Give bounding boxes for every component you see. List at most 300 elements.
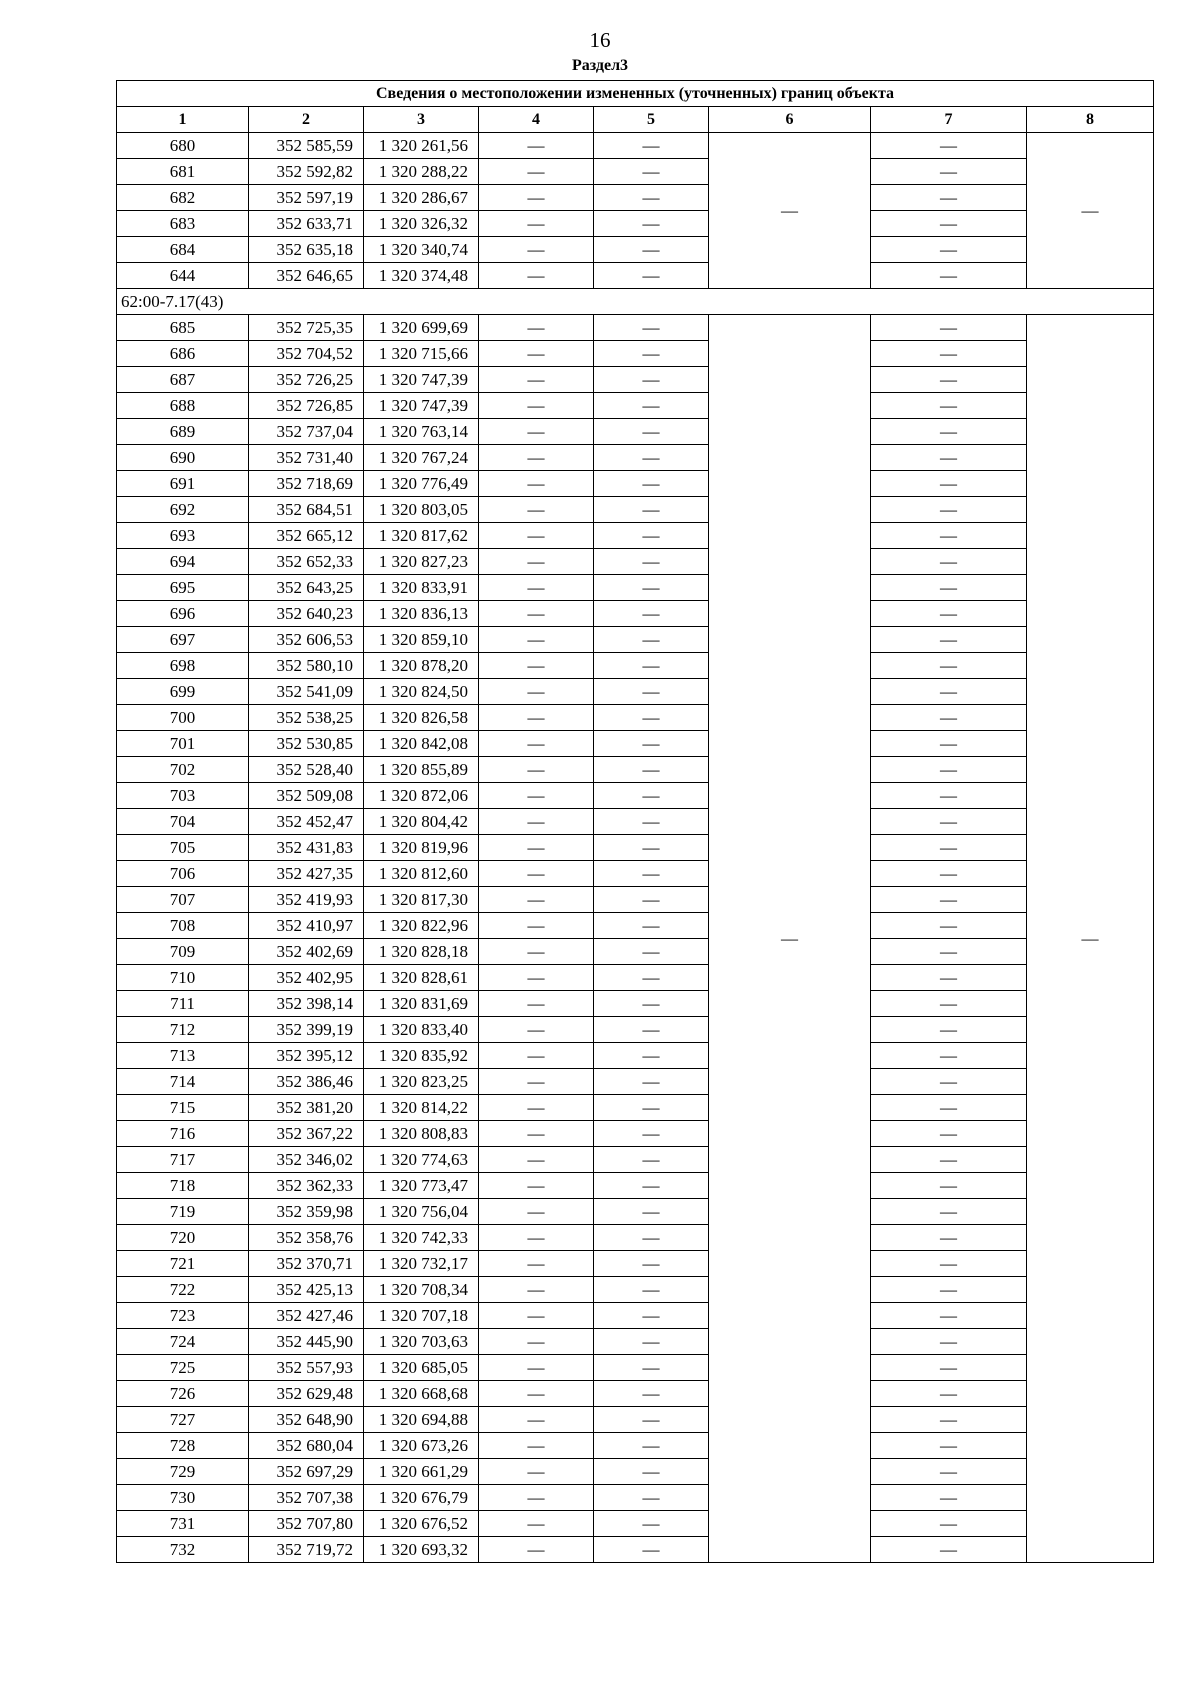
x-coordinate-cell: 352 731,40 (249, 445, 364, 471)
column-7-cell: — (871, 1199, 1027, 1225)
point-number-cell: 729 (117, 1459, 249, 1485)
column-4-cell: — (479, 1459, 594, 1485)
x-coordinate-cell: 352 346,02 (249, 1147, 364, 1173)
column-6-merged-cell: — (709, 133, 871, 289)
table-row (117, 705, 1154, 731)
column-4-cell: — (479, 1095, 594, 1121)
table-row (117, 1381, 1154, 1407)
column-5-cell: — (594, 211, 709, 237)
column-4-cell: — (479, 497, 594, 523)
column-7-cell: — (871, 263, 1027, 289)
point-number-cell: 716 (117, 1121, 249, 1147)
point-number-cell: 709 (117, 939, 249, 965)
table-row (117, 1537, 1154, 1563)
y-coordinate-cell: 1 320 715,66 (364, 341, 479, 367)
column-5-cell: — (594, 1095, 709, 1121)
y-coordinate-cell: 1 320 833,40 (364, 1017, 479, 1043)
column-5-cell: — (594, 575, 709, 601)
column-7-cell: — (871, 211, 1027, 237)
point-number-cell: 707 (117, 887, 249, 913)
column-7-cell: — (871, 237, 1027, 263)
column-4-cell: — (479, 1069, 594, 1095)
column-7-cell: — (871, 1485, 1027, 1511)
column-7-cell: — (871, 809, 1027, 835)
table-row (117, 1043, 1154, 1069)
column-7-cell: — (871, 549, 1027, 575)
column-4-cell: — (479, 575, 594, 601)
column-7-cell: — (871, 393, 1027, 419)
point-number-cell: 730 (117, 1485, 249, 1511)
table-row (117, 419, 1154, 445)
column-4-cell: — (479, 1355, 594, 1381)
column-4-cell: — (479, 1329, 594, 1355)
y-coordinate-cell: 1 320 326,32 (364, 211, 479, 237)
column-7-cell: — (871, 1303, 1027, 1329)
point-number-cell: 723 (117, 1303, 249, 1329)
table-row (117, 783, 1154, 809)
column-header: 7 (871, 107, 1027, 133)
y-coordinate-cell: 1 320 814,22 (364, 1095, 479, 1121)
table-row (117, 1459, 1154, 1485)
column-5-cell: — (594, 315, 709, 341)
column-7-cell: — (871, 1173, 1027, 1199)
y-coordinate-cell: 1 320 708,34 (364, 1277, 479, 1303)
point-number-cell: 698 (117, 653, 249, 679)
x-coordinate-cell: 352 707,38 (249, 1485, 364, 1511)
x-coordinate-cell: 352 719,72 (249, 1537, 364, 1563)
column-4-cell: — (479, 263, 594, 289)
column-5-cell: — (594, 1355, 709, 1381)
x-coordinate-cell: 352 718,69 (249, 471, 364, 497)
column-4-cell: — (479, 887, 594, 913)
column-5-cell: — (594, 237, 709, 263)
y-coordinate-cell: 1 320 288,22 (364, 159, 479, 185)
y-coordinate-cell: 1 320 699,69 (364, 315, 479, 341)
column-5-cell: — (594, 835, 709, 861)
column-7-cell: — (871, 341, 1027, 367)
column-7-cell: — (871, 627, 1027, 653)
column-4-cell: — (479, 939, 594, 965)
column-4-cell: — (479, 601, 594, 627)
column-4-cell: — (479, 1277, 594, 1303)
column-7-cell: — (871, 679, 1027, 705)
table-row (117, 341, 1154, 367)
y-coordinate-cell: 1 320 817,62 (364, 523, 479, 549)
table-row (117, 887, 1154, 913)
column-5-cell: — (594, 887, 709, 913)
x-coordinate-cell: 352 633,71 (249, 211, 364, 237)
x-coordinate-cell: 352 726,85 (249, 393, 364, 419)
y-coordinate-cell: 1 320 836,13 (364, 601, 479, 627)
point-number-cell: 721 (117, 1251, 249, 1277)
column-4-cell: — (479, 1381, 594, 1407)
column-4-cell: — (479, 731, 594, 757)
column-7-cell: — (871, 575, 1027, 601)
column-7-cell: — (871, 757, 1027, 783)
x-coordinate-cell: 352 427,46 (249, 1303, 364, 1329)
x-coordinate-cell: 352 707,80 (249, 1511, 364, 1537)
column-7-cell: — (871, 471, 1027, 497)
table-row (117, 1225, 1154, 1251)
y-coordinate-cell: 1 320 707,18 (364, 1303, 479, 1329)
column-5-cell: — (594, 809, 709, 835)
column-4-cell: — (479, 419, 594, 445)
point-number-cell: 731 (117, 1511, 249, 1537)
x-coordinate-cell: 352 452,47 (249, 809, 364, 835)
table-row (117, 913, 1154, 939)
table-row (117, 185, 1154, 211)
column-7-cell: — (871, 1407, 1027, 1433)
y-coordinate-cell: 1 320 812,60 (364, 861, 479, 887)
point-number-cell: 693 (117, 523, 249, 549)
column-5-cell: — (594, 1407, 709, 1433)
point-number-cell: 700 (117, 705, 249, 731)
point-number-cell: 726 (117, 1381, 249, 1407)
column-7-cell: — (871, 1147, 1027, 1173)
column-7-cell: — (871, 887, 1027, 913)
y-coordinate-cell: 1 320 694,88 (364, 1407, 479, 1433)
x-coordinate-cell: 352 362,33 (249, 1173, 364, 1199)
x-coordinate-cell: 352 431,83 (249, 835, 364, 861)
column-5-cell: — (594, 159, 709, 185)
column-7-cell: — (871, 419, 1027, 445)
column-5-cell: — (594, 705, 709, 731)
point-number-cell: 695 (117, 575, 249, 601)
column-5-cell: — (594, 1251, 709, 1277)
point-number-cell: 714 (117, 1069, 249, 1095)
column-7-cell: — (871, 1069, 1027, 1095)
point-number-cell: 697 (117, 627, 249, 653)
table-row (117, 627, 1154, 653)
column-4-cell: — (479, 341, 594, 367)
column-7-cell: — (871, 861, 1027, 887)
table-row (117, 133, 1154, 159)
column-4-cell: — (479, 1407, 594, 1433)
x-coordinate-cell: 352 597,19 (249, 185, 364, 211)
column-5-cell: — (594, 471, 709, 497)
x-coordinate-cell: 352 402,69 (249, 939, 364, 965)
cadastral-group-label: 62:00-7.17(43) (117, 289, 1154, 315)
table-row (117, 1329, 1154, 1355)
y-coordinate-cell: 1 320 842,08 (364, 731, 479, 757)
point-number-cell: 689 (117, 419, 249, 445)
column-7-cell: — (871, 1355, 1027, 1381)
column-7-cell: — (871, 1329, 1027, 1355)
point-number-cell: 701 (117, 731, 249, 757)
y-coordinate-cell: 1 320 756,04 (364, 1199, 479, 1225)
y-coordinate-cell: 1 320 878,20 (364, 653, 479, 679)
point-number-cell: 725 (117, 1355, 249, 1381)
point-number-cell: 712 (117, 1017, 249, 1043)
x-coordinate-cell: 352 370,71 (249, 1251, 364, 1277)
column-7-cell: — (871, 835, 1027, 861)
x-coordinate-cell: 352 445,90 (249, 1329, 364, 1355)
column-7-cell: — (871, 1277, 1027, 1303)
x-coordinate-cell: 352 704,52 (249, 341, 364, 367)
column-5-cell: — (594, 939, 709, 965)
column-5-cell: — (594, 1225, 709, 1251)
x-coordinate-cell: 352 737,04 (249, 419, 364, 445)
x-coordinate-cell: 352 640,23 (249, 601, 364, 627)
column-7-cell: — (871, 1459, 1027, 1485)
x-coordinate-cell: 352 629,48 (249, 1381, 364, 1407)
column-7-cell: — (871, 497, 1027, 523)
column-4-cell: — (479, 549, 594, 575)
column-header: 1 (117, 107, 249, 133)
column-7-cell: — (871, 1095, 1027, 1121)
column-5-cell: — (594, 1199, 709, 1225)
y-coordinate-cell: 1 320 676,52 (364, 1511, 479, 1537)
x-coordinate-cell: 352 530,85 (249, 731, 364, 757)
point-number-cell: 684 (117, 237, 249, 263)
column-4-cell: — (479, 159, 594, 185)
point-number-cell: 680 (117, 133, 249, 159)
y-coordinate-cell: 1 320 261,56 (364, 133, 479, 159)
column-8-merged-cell: — (1027, 133, 1154, 289)
column-5-cell: — (594, 731, 709, 757)
y-coordinate-cell: 1 320 776,49 (364, 471, 479, 497)
column-4-cell: — (479, 471, 594, 497)
column-4-cell: — (479, 211, 594, 237)
y-coordinate-cell: 1 320 808,83 (364, 1121, 479, 1147)
column-header: 5 (594, 107, 709, 133)
y-coordinate-cell: 1 320 872,06 (364, 783, 479, 809)
x-coordinate-cell: 352 592,82 (249, 159, 364, 185)
column-4-cell: — (479, 523, 594, 549)
column-7-cell: — (871, 653, 1027, 679)
column-7-cell: — (871, 159, 1027, 185)
column-5-cell: — (594, 965, 709, 991)
column-7-cell: — (871, 445, 1027, 471)
column-7-cell: — (871, 1433, 1027, 1459)
column-5-cell: — (594, 549, 709, 575)
column-4-cell: — (479, 1537, 594, 1563)
y-coordinate-cell: 1 320 340,74 (364, 237, 479, 263)
x-coordinate-cell: 352 398,14 (249, 991, 364, 1017)
table-row (117, 393, 1154, 419)
column-5-cell: — (594, 367, 709, 393)
x-coordinate-cell: 352 684,51 (249, 497, 364, 523)
column-header: 8 (1027, 107, 1154, 133)
column-4-cell: — (479, 1121, 594, 1147)
column-7-cell: — (871, 939, 1027, 965)
y-coordinate-cell: 1 320 685,05 (364, 1355, 479, 1381)
point-number-cell: 720 (117, 1225, 249, 1251)
x-coordinate-cell: 352 648,90 (249, 1407, 364, 1433)
column-5-cell: — (594, 133, 709, 159)
column-5-cell: — (594, 913, 709, 939)
column-4-cell: — (479, 627, 594, 653)
table-row (117, 1303, 1154, 1329)
table-row (117, 1433, 1154, 1459)
point-number-cell: 732 (117, 1537, 249, 1563)
column-5-cell: — (594, 627, 709, 653)
x-coordinate-cell: 352 726,25 (249, 367, 364, 393)
column-5-cell: — (594, 861, 709, 887)
x-coordinate-cell: 352 538,25 (249, 705, 364, 731)
column-4-cell: — (479, 1199, 594, 1225)
column-4-cell: — (479, 1511, 594, 1537)
y-coordinate-cell: 1 320 804,42 (364, 809, 479, 835)
column-4-cell: — (479, 679, 594, 705)
column-5-cell: — (594, 1017, 709, 1043)
point-number-cell: 694 (117, 549, 249, 575)
y-coordinate-cell: 1 320 676,79 (364, 1485, 479, 1511)
x-coordinate-cell: 352 381,20 (249, 1095, 364, 1121)
column-7-cell: — (871, 783, 1027, 809)
table-row (117, 1277, 1154, 1303)
table-row (117, 523, 1154, 549)
page-number: 16 (589, 28, 611, 52)
table-row (117, 549, 1154, 575)
y-coordinate-cell: 1 320 827,23 (364, 549, 479, 575)
y-coordinate-cell: 1 320 822,96 (364, 913, 479, 939)
column-5-cell: — (594, 419, 709, 445)
point-number-cell: 692 (117, 497, 249, 523)
table-row (117, 757, 1154, 783)
x-coordinate-cell: 352 528,40 (249, 757, 364, 783)
column-5-cell: — (594, 1303, 709, 1329)
y-coordinate-cell: 1 320 673,26 (364, 1433, 479, 1459)
point-number-cell: 711 (117, 991, 249, 1017)
column-7-cell: — (871, 913, 1027, 939)
point-number-cell: 683 (117, 211, 249, 237)
table-row (117, 1511, 1154, 1537)
column-4-cell: — (479, 991, 594, 1017)
column-5-cell: — (594, 1173, 709, 1199)
boundary-coordinates-table (116, 80, 1154, 1563)
column-4-cell: — (479, 1147, 594, 1173)
y-coordinate-cell: 1 320 747,39 (364, 367, 479, 393)
column-7-cell: — (871, 965, 1027, 991)
column-4-cell: — (479, 393, 594, 419)
y-coordinate-cell: 1 320 823,25 (364, 1069, 479, 1095)
point-number-cell: 708 (117, 913, 249, 939)
column-7-cell: — (871, 185, 1027, 211)
column-4-cell: — (479, 237, 594, 263)
x-coordinate-cell: 352 557,93 (249, 1355, 364, 1381)
column-5-cell: — (594, 1459, 709, 1485)
point-number-cell: 696 (117, 601, 249, 627)
column-7-cell: — (871, 133, 1027, 159)
x-coordinate-cell: 352 541,09 (249, 679, 364, 705)
column-4-cell: — (479, 861, 594, 887)
column-header: 6 (709, 107, 871, 133)
table-row (117, 367, 1154, 393)
table-row (117, 1355, 1154, 1381)
table-row (117, 497, 1154, 523)
column-5-cell: — (594, 1043, 709, 1069)
column-4-cell: — (479, 367, 594, 393)
x-coordinate-cell: 352 580,10 (249, 653, 364, 679)
x-coordinate-cell: 352 665,12 (249, 523, 364, 549)
column-4-cell: — (479, 809, 594, 835)
column-4-cell: — (479, 445, 594, 471)
point-number-cell: 691 (117, 471, 249, 497)
y-coordinate-cell: 1 320 374,48 (364, 263, 479, 289)
column-5-cell: — (594, 783, 709, 809)
table-caption: Сведения о местоположении измененных (уточненных) границ объекта (117, 81, 1154, 107)
column-4-cell: — (479, 913, 594, 939)
table-row (117, 1173, 1154, 1199)
column-5-cell: — (594, 601, 709, 627)
column-5-cell: — (594, 445, 709, 471)
table-row (117, 237, 1154, 263)
table-row (117, 1485, 1154, 1511)
point-number-cell: 687 (117, 367, 249, 393)
column-7-cell: — (871, 367, 1027, 393)
column-4-cell: — (479, 185, 594, 211)
column-7-cell: — (871, 1121, 1027, 1147)
column-4-cell: — (479, 783, 594, 809)
y-coordinate-cell: 1 320 747,39 (364, 393, 479, 419)
column-5-cell: — (594, 1277, 709, 1303)
table-row (117, 731, 1154, 757)
table-row (117, 315, 1154, 341)
x-coordinate-cell: 352 643,25 (249, 575, 364, 601)
y-coordinate-cell: 1 320 817,30 (364, 887, 479, 913)
column-4-cell: — (479, 1225, 594, 1251)
column-4-cell: — (479, 653, 594, 679)
column-7-cell: — (871, 731, 1027, 757)
y-coordinate-cell: 1 320 732,17 (364, 1251, 479, 1277)
x-coordinate-cell: 352 509,08 (249, 783, 364, 809)
x-coordinate-cell: 352 399,19 (249, 1017, 364, 1043)
point-number-cell: 722 (117, 1277, 249, 1303)
table-row (117, 211, 1154, 237)
x-coordinate-cell: 352 697,29 (249, 1459, 364, 1485)
table-row (117, 1069, 1154, 1095)
column-7-cell: — (871, 705, 1027, 731)
y-coordinate-cell: 1 320 855,89 (364, 757, 479, 783)
point-number-cell: 727 (117, 1407, 249, 1433)
column-4-cell: — (479, 315, 594, 341)
y-coordinate-cell: 1 320 826,58 (364, 705, 479, 731)
table-row (117, 1407, 1154, 1433)
table-row (117, 445, 1154, 471)
group-label-row (117, 289, 1154, 315)
table-row (117, 679, 1154, 705)
point-number-cell: 710 (117, 965, 249, 991)
x-coordinate-cell: 352 606,53 (249, 627, 364, 653)
y-coordinate-cell: 1 320 774,63 (364, 1147, 479, 1173)
column-5-cell: — (594, 1433, 709, 1459)
column-4-cell: — (479, 757, 594, 783)
column-4-cell: — (479, 835, 594, 861)
table-row (117, 1199, 1154, 1225)
point-number-cell: 688 (117, 393, 249, 419)
column-4-cell: — (479, 1433, 594, 1459)
column-5-cell: — (594, 991, 709, 1017)
point-number-cell: 702 (117, 757, 249, 783)
column-7-cell: — (871, 991, 1027, 1017)
point-number-cell: 699 (117, 679, 249, 705)
column-4-cell: — (479, 1251, 594, 1277)
table-row (117, 835, 1154, 861)
x-coordinate-cell: 352 395,12 (249, 1043, 364, 1069)
x-coordinate-cell: 352 652,33 (249, 549, 364, 575)
y-coordinate-cell: 1 320 693,32 (364, 1537, 479, 1563)
column-5-cell: — (594, 1147, 709, 1173)
section-title: Раздел3 (571, 57, 629, 74)
column-5-cell: — (594, 679, 709, 705)
column-header: 3 (364, 107, 479, 133)
column-5-cell: — (594, 393, 709, 419)
column-header: 2 (249, 107, 364, 133)
column-5-cell: — (594, 523, 709, 549)
table-row (117, 1095, 1154, 1121)
column-6-merged-cell: — (709, 315, 871, 1563)
